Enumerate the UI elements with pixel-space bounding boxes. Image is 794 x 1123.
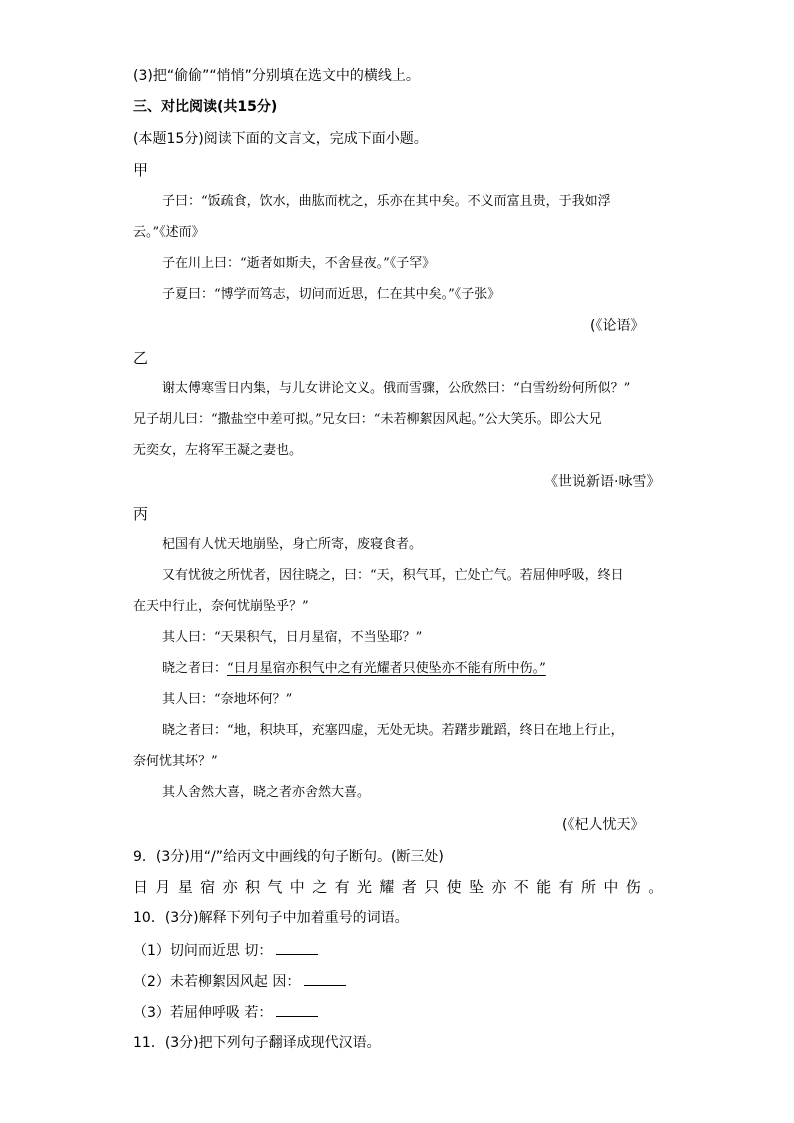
passage-bing-text: 杞国有人忧天地崩坠，身亡所寄，废寝食者。	[162, 537, 423, 552]
passage-bing-text: 其人曰：“天果积气，日月星宿，不当坠耶？”	[162, 630, 423, 645]
question-10-item	[133, 940, 318, 961]
passage-bing-text	[162, 659, 546, 679]
passage-bing-text: 又有忧彼之所忧者，因往晓之，曰：“天，积气耳，亡处亡气。若屈伸呼吸，终日	[162, 568, 624, 583]
passage-bing-source: (《杞人忧天》	[562, 817, 645, 833]
passage-jia-text: 云。”《述而》	[133, 225, 205, 240]
question-9-sentence: 日月星宿亦积气中之有光耀者只使坠亦不能有所中伤。	[133, 878, 671, 896]
reading-intro: (本题15分)阅读下面的文言文，完成下面小题。	[133, 131, 428, 147]
passage-bing-text: 在天中行止，奈何忧崩坠乎？”	[133, 599, 309, 614]
passage-bing-heading: 丙	[133, 505, 149, 523]
passage-jia-text: 子曰：“饭疏食，饮水，曲肱而枕之，乐亦在其中矣。不义而富且贵，于我如浮	[162, 194, 611, 209]
passage-yi-text: 谢太傅寒雪日内集，与儿女讲论文义。俄而雪骤，公欣然曰：“白雪纷纷何所似？”	[162, 381, 631, 396]
question-10-item	[133, 1002, 318, 1023]
passage-bing-text: 其人曰：“奈地坏何？”	[162, 692, 293, 707]
passage-bing-speaker: 晓之者曰：	[162, 661, 228, 676]
passage-yi-source: 《世说新语·咏雪》	[544, 474, 661, 490]
passage-jia-source: (《论语》	[590, 318, 645, 334]
section-title: 三、对比阅读(共15分)	[133, 99, 278, 115]
passage-jia-heading: 甲	[133, 161, 149, 179]
passage-bing-text: 晓之者曰：“地，积块耳，充塞四虚，无处无块。若躇步跐蹈，终日在地上行止，	[162, 723, 624, 738]
question-10-item	[133, 971, 346, 992]
question-10-item-label: （3）若屈伸呼吸 若：	[133, 1005, 273, 1021]
question-9: 9．(3分)用“/”给丙文中画线的句子断句。(断三处)	[133, 849, 444, 865]
question-10: 10．(3分)解释下列句子中加着重号的词语。	[133, 910, 409, 926]
passage-jia-text: 子夏曰：“博学而笃志，切问而近思，仁在其中矣。”《子张》	[162, 287, 501, 302]
passage-bing-text: 其人舍然大喜，晓之者亦舍然大喜。	[162, 785, 371, 800]
question-10-item-label: （1）切问而近思 切：	[133, 943, 273, 959]
passage-bing-text: 奈何忧其坏？”	[133, 754, 218, 769]
passage-jia-text: 子在川上曰：“逝者如斯夫，不舍昼夜。”《子罕》	[162, 256, 436, 271]
answer-blank[interactable]	[276, 1002, 318, 1017]
question-11: 11．(3分)把下列句子翻译成现代汉语。	[133, 1035, 381, 1051]
answer-blank[interactable]	[276, 940, 318, 955]
underlined-sentence: “日月星宿亦积气中之有光耀者只使坠亦不能有所中伤。”	[227, 661, 546, 676]
answer-blank[interactable]	[304, 971, 346, 986]
passage-yi-text: 兄子胡儿曰：“撒盐空中差可拟。”兄女曰：“未若柳絮因风起。”公大笑乐。即公大兄	[133, 412, 602, 427]
passage-yi-text: 无奕女，左将军王凝之妻也。	[133, 443, 303, 458]
question-10-item-label: （2）未若柳絮因风起 因：	[133, 974, 301, 990]
passage-yi-heading: 乙	[133, 349, 149, 367]
question-3-instruction: (3)把“偷偷”“悄悄”分别填在选文中的横线上。	[133, 68, 420, 84]
